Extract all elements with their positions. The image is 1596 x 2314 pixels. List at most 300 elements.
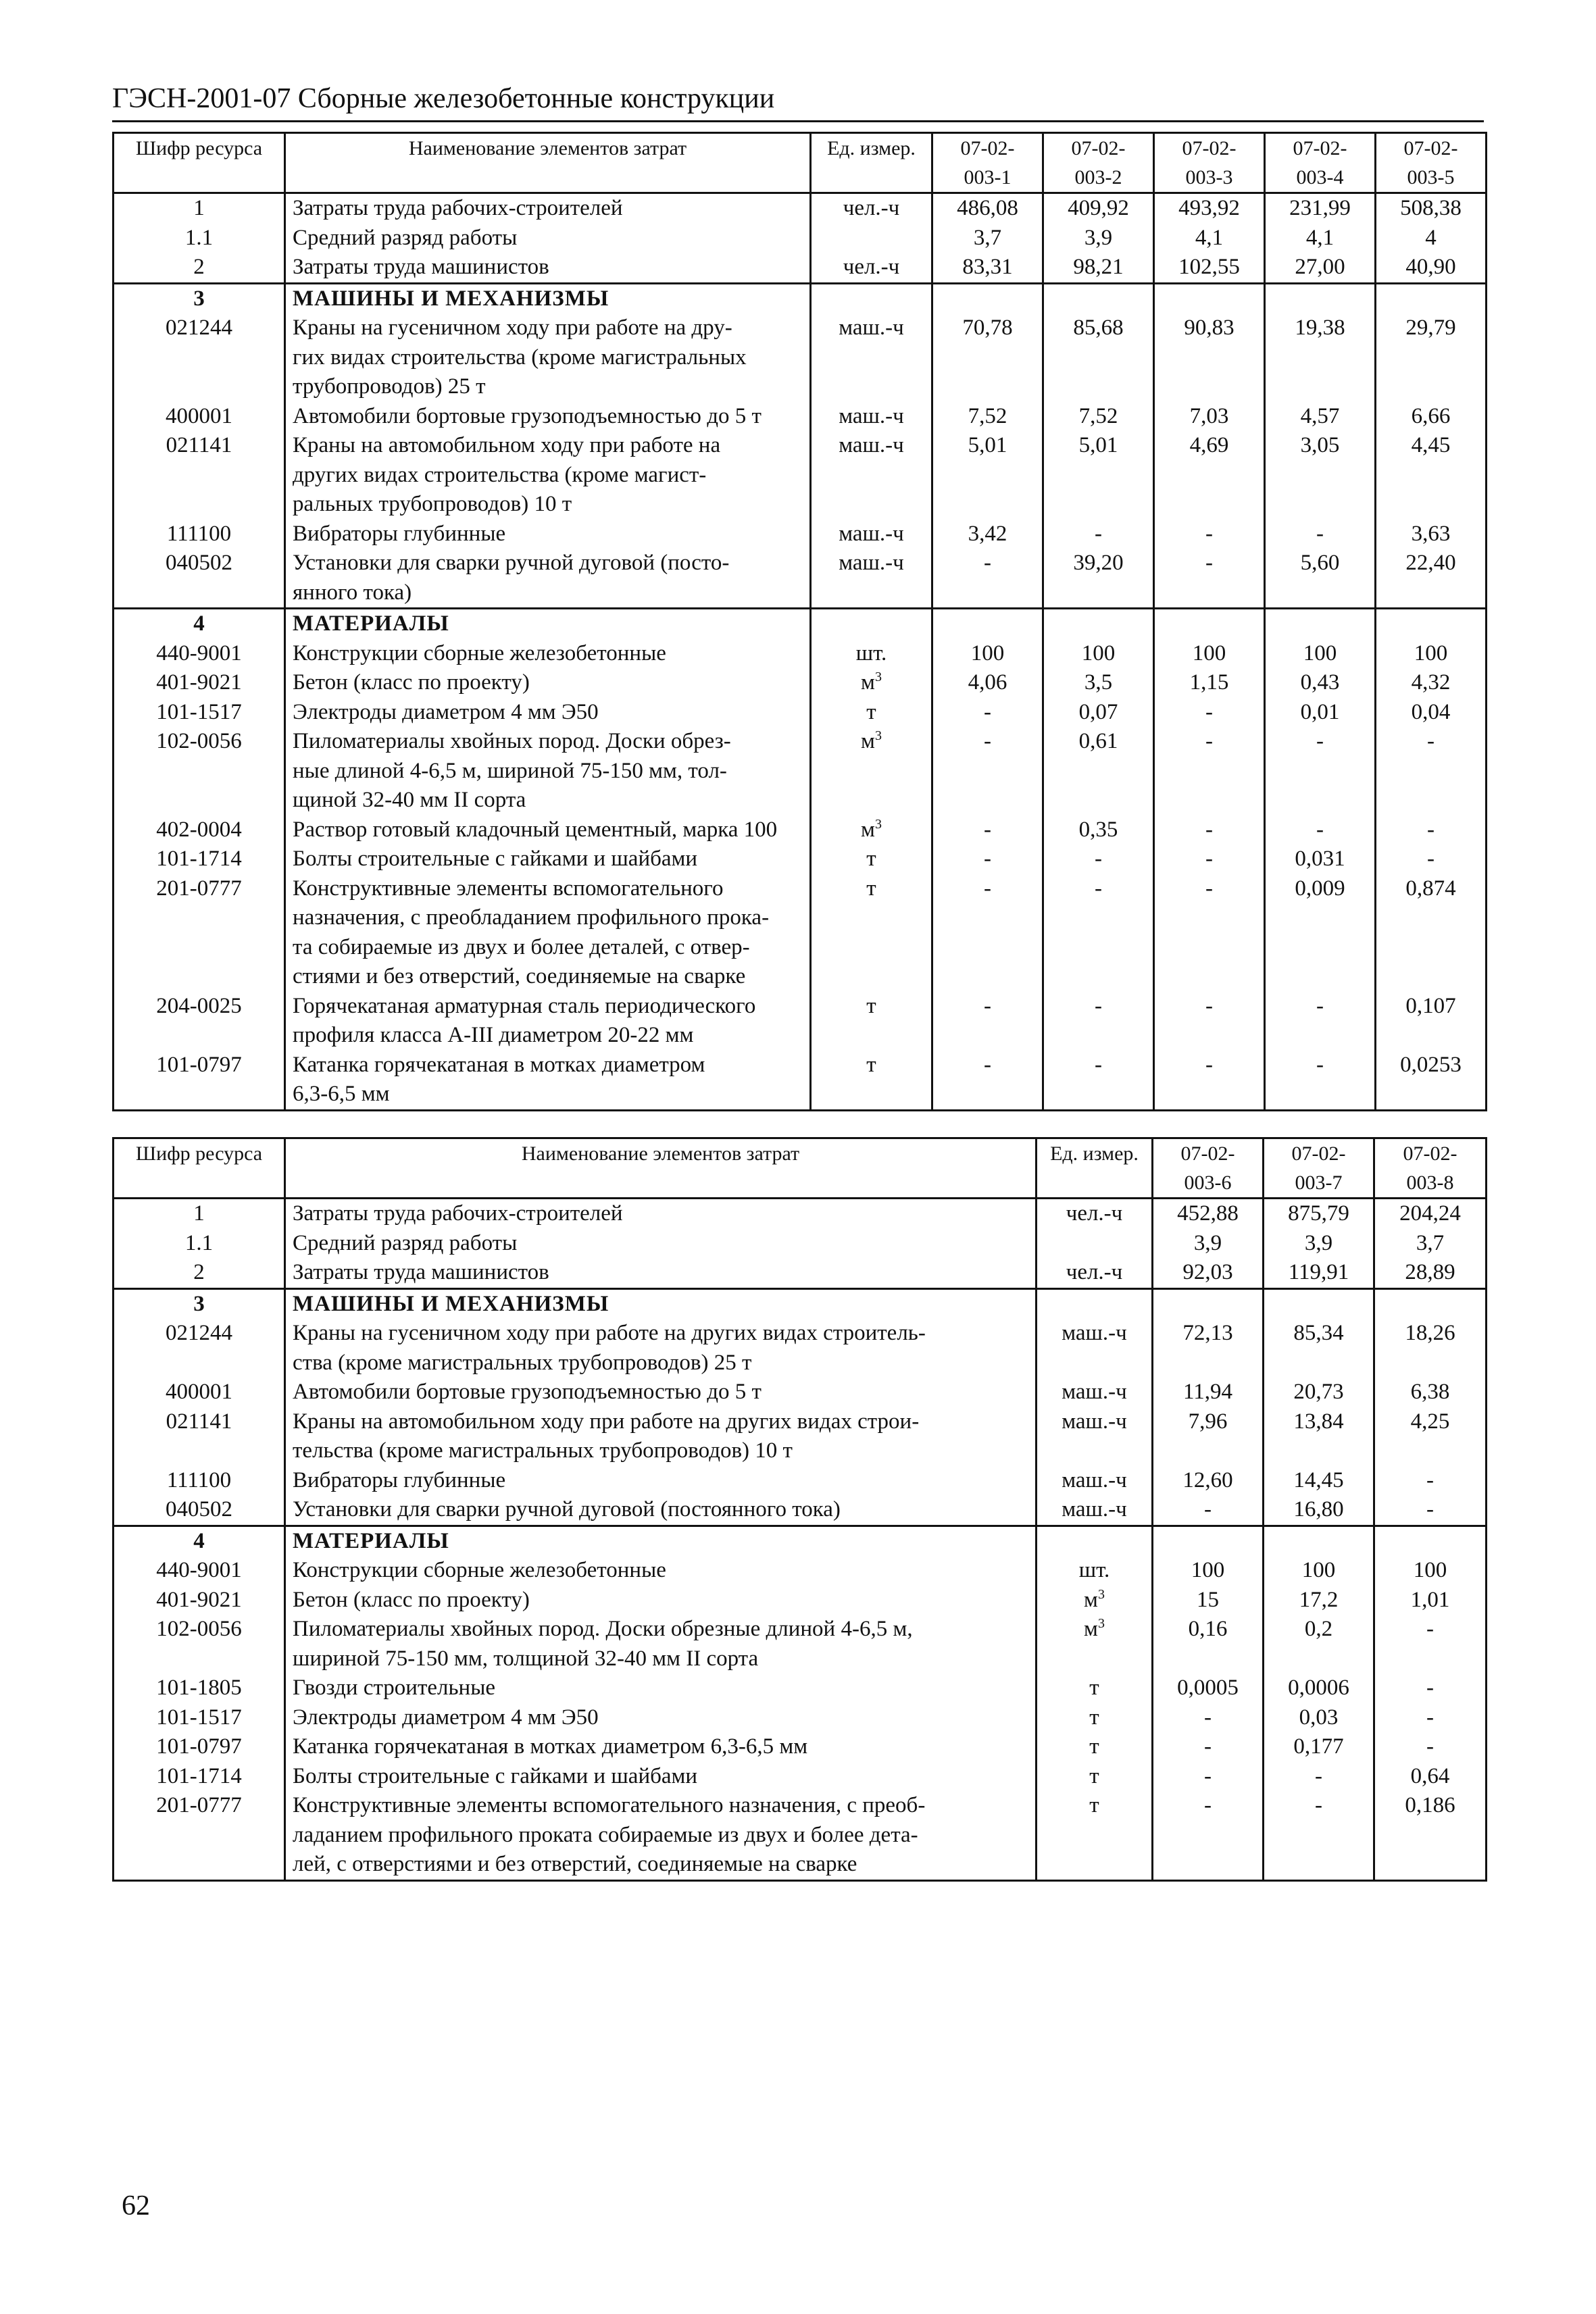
value-cell: 0,16 [1153,1615,1264,1674]
table-row [114,1051,1487,1111]
value-cell: - [1374,1466,1487,1496]
value-cell: 98,21 [1043,253,1154,283]
value-cell: 72,13 [1153,1319,1264,1378]
cost-item-name: Установки для сварки ручной дуговой (посто- янного тока) [285,549,811,609]
value-cell: - [932,549,1043,609]
value-cell: 4,06 [932,668,1043,698]
value-cell: 452,88 [1153,1199,1264,1229]
unit-cell [811,549,932,609]
value-cell: 3,05 [1265,431,1376,520]
unit-exponent: 3 [1097,1616,1105,1631]
value-cell: 100 [932,639,1043,669]
resource-code: 1 [114,1199,285,1229]
value-cell [1265,609,1376,639]
cost-item-name: Средний разряд работы [285,224,811,253]
value-cell [1376,283,1487,313]
unit: чел.-ч [843,255,900,279]
unit: маш.-ч [839,521,904,546]
resource-code: 101-1517 [114,1703,285,1733]
unit-exponent: 3 [874,670,882,684]
table-row [114,1615,1487,1674]
value-cell: 4,1 [1265,224,1376,253]
unit-cell [1037,1407,1153,1466]
unit-cell [1037,1615,1153,1674]
table-row [114,1466,1487,1496]
value-cell: 0,64 [1374,1762,1487,1792]
value-cell: 15 [1153,1586,1264,1615]
value-cell: 3,9 [1153,1229,1264,1259]
value-cell [1264,1526,1374,1556]
value-cell: - [1374,1732,1487,1762]
unit: чел.-ч [843,196,900,220]
unit: чел.-ч [1066,1201,1123,1226]
value-cell: 3,7 [1374,1229,1487,1259]
unit: т [1089,1734,1099,1759]
resource-code: 3 [114,283,285,313]
cost-item-name: Катанка горячекатаная в мотках диаметром 6,3-6,5 мм [285,1051,811,1111]
header-col: 07-02- 003-4 [1265,133,1376,193]
value-cell [1264,1288,1374,1319]
value-cell: 486,08 [932,193,1043,224]
resource-code: 102-0056 [114,727,285,815]
table-row [114,1199,1487,1229]
unit-cell [1037,1762,1153,1792]
unit-cell [1037,1556,1153,1586]
cost-item-name: Конструктивные элементы вспомогательного назначения, с преоб- ладанием профильного проката собираемые из двух и более дета- лей, с отверстиями и без отверстий, соединяемые на сварке [285,1791,1037,1880]
cost-item-name: Краны на гусеничном ходу при работе на других видах строитель- ства (кроме магистральных трубопроводов) 25 т [285,1319,1037,1378]
unit-cell [1037,1791,1153,1880]
unit-cell [811,698,932,728]
unit-cell [811,431,932,520]
cost-item-name: Вибраторы глубинные [285,520,811,549]
value-cell: - [1264,1762,1374,1792]
resource-code: 101-1517 [114,698,285,728]
value-cell: - [1265,727,1376,815]
value-cell: - [1374,1674,1487,1703]
resource-code: 440-9001 [114,639,285,669]
unit-cell [1037,1586,1153,1615]
cost-item-name: Конструкции сборные железобетонные [285,1556,1037,1586]
resource-code: 201-0777 [114,874,285,992]
value-cell: - [1153,1762,1264,1792]
cost-item-name: Затраты труда рабочих-строителей [285,1199,1037,1229]
value-cell: - [1265,520,1376,549]
table-row [114,1762,1487,1792]
unit-cell [811,668,932,698]
value-cell: - [1264,1791,1374,1880]
value-cell: 3,63 [1376,520,1487,549]
unit-exponent: 3 [874,816,882,832]
value-cell: - [1154,727,1265,815]
header-unit: Ед. измер. [811,133,932,193]
value-cell: 100 [1376,639,1487,669]
value-cell: 3,5 [1043,668,1154,698]
unit-cell [811,313,932,402]
cost-item-name: Автомобили бортовые грузоподъемностью до 5 т [285,402,811,432]
value-cell: 5,01 [932,431,1043,520]
unit-cell [1037,1495,1153,1526]
value-cell: - [1153,1495,1264,1526]
value-cell: - [932,992,1043,1051]
value-cell: - [1153,1732,1264,1762]
header-col: 07-02- 003-5 [1376,133,1487,193]
unit: шт. [855,640,887,665]
value-cell: 4,25 [1374,1407,1487,1466]
header-name: Наименование элементов затрат [285,1138,1037,1199]
table-row [114,698,1487,728]
section-row [114,1288,1487,1319]
resource-code: 021244 [114,1319,285,1378]
table-body [114,1199,1487,1881]
cost-item-name: Пиломатериалы хвойных пород. Доски обрезные длиной 4-6,5 м, шириной 75-150 мм, толщиной 32-40 мм II сорта [285,1615,1037,1674]
unit-cell [811,639,932,669]
table-row [114,1732,1487,1762]
section-title: МАШИНЫ И МЕХАНИЗМЫ [285,283,811,313]
table-header-row [114,133,1487,193]
cost-item-name: Установки для сварки ручной дуговой (постоянного тока) [285,1495,1037,1526]
resource-code: 401-9021 [114,1586,285,1615]
table-row [114,727,1487,815]
header-col: 07-02- 003-3 [1154,133,1265,193]
unit: м [861,729,875,753]
value-cell: 28,89 [1374,1258,1487,1288]
value-cell: 40,90 [1376,253,1487,283]
resource-code: 2 [114,1258,285,1288]
value-cell [932,609,1043,639]
unit-cell [1037,1526,1153,1556]
unit: м [1084,1617,1098,1641]
value-cell: 11,94 [1153,1378,1264,1407]
value-cell [1154,283,1265,313]
header-col: 07-02- 003-6 [1153,1138,1264,1199]
unit-cell [1037,1288,1153,1319]
unit: маш.-ч [839,551,904,575]
value-cell: 0,03 [1264,1703,1374,1733]
resource-code: 440-9001 [114,1556,285,1586]
value-cell: 4,1 [1154,224,1265,253]
value-cell: 231,99 [1265,193,1376,224]
value-cell [1043,283,1154,313]
unit-cell [811,253,932,283]
unit-cell [1037,1229,1153,1259]
resource-code: 400001 [114,402,285,432]
table-row [114,815,1487,845]
cost-item-name: Пиломатериалы хвойных пород. Доски обрез- ные длиной 4-6,5 м, шириной 75-150 мм, тол- щиной 32-40 мм II сорта [285,727,811,815]
cost-item-name: Средний разряд работы [285,1229,1037,1259]
value-cell: - [1154,815,1265,845]
value-cell: - [1154,992,1265,1051]
unit-cell [811,992,932,1051]
value-cell: 85,34 [1264,1319,1374,1378]
table-row [114,1378,1487,1407]
table-row [114,1495,1487,1526]
value-cell: - [1043,1051,1154,1111]
value-cell: 19,38 [1265,313,1376,402]
value-cell: 3,9 [1264,1229,1374,1259]
value-cell: 5,60 [1265,549,1376,609]
unit-cell [1037,1466,1153,1496]
unit-cell [811,402,932,432]
unit: маш.-ч [839,316,904,340]
value-cell: 4,32 [1376,668,1487,698]
value-cell: - [1376,727,1487,815]
value-cell: - [932,698,1043,728]
unit: т [866,847,876,871]
value-cell: 83,31 [932,253,1043,283]
value-cell: 508,38 [1376,193,1487,224]
value-cell: - [1153,1791,1264,1880]
header-col: 07-02- 003-8 [1374,1138,1487,1199]
resource-code: 3 [114,1288,285,1319]
unit: т [866,876,876,901]
cost-item-name: Бетон (класс по проекту) [285,668,811,698]
unit: т [1089,1676,1099,1700]
value-cell: - [1374,1703,1487,1733]
resource-code: 101-0797 [114,1732,285,1762]
unit-cell [1037,1378,1153,1407]
document-title: ГЭСН-2001-07 Сборные железобетонные конструкции [112,83,775,114]
cost-item-name: Конструктивные элементы вспомогательного назначения, с преобладанием профильного прока- та собираемые из двух и более деталей, с отвер- стиями и без отверстий, соединяемые на сварке [285,874,811,992]
value-cell: 0,177 [1264,1732,1374,1762]
value-cell: 18,26 [1374,1319,1487,1378]
resource-code: 400001 [114,1378,285,1407]
resource-code: 204-0025 [114,992,285,1051]
value-cell: - [1265,1051,1376,1111]
section-row [114,1526,1487,1556]
table-row [114,1258,1487,1288]
value-cell: 22,40 [1376,549,1487,609]
value-cell: 0,031 [1265,845,1376,874]
value-cell: 0,01 [1265,698,1376,728]
cost-item-name: Электроды диаметром 4 мм Э50 [285,698,811,728]
table-row [114,1703,1487,1733]
unit-cell [811,193,932,224]
table-row [114,431,1487,520]
value-cell: 0,2 [1264,1615,1374,1674]
table-row [114,224,1487,253]
value-cell: 875,79 [1264,1199,1374,1229]
value-cell: 0,0005 [1153,1674,1264,1703]
value-cell [1374,1526,1487,1556]
value-cell: 20,73 [1264,1378,1374,1407]
page-header [112,80,1484,122]
value-cell: - [932,815,1043,845]
unit: маш.-ч [1062,1380,1127,1404]
table-row [114,1586,1487,1615]
header-code: Шифр ресурса [114,1138,285,1199]
table-row [114,668,1487,698]
table-row [114,1407,1487,1466]
value-cell: 0,009 [1265,874,1376,992]
value-cell: - [1374,1615,1487,1674]
value-cell: 100 [1265,639,1376,669]
value-cell: 6,66 [1376,402,1487,432]
section-row [114,609,1487,639]
header-col: 07-02- 003-2 [1043,133,1154,193]
resource-code: 021141 [114,431,285,520]
value-cell: 90,83 [1154,313,1265,402]
resource-code: 1.1 [114,224,285,253]
resource-table-1 [112,132,1487,1111]
value-cell: 0,107 [1376,992,1487,1051]
section-title: МАШИНЫ И МЕХАНИЗМЫ [285,1288,1037,1319]
unit: т [866,699,876,724]
resource-code: 021141 [114,1407,285,1466]
value-cell: 85,68 [1043,313,1154,402]
resource-code: 4 [114,1526,285,1556]
table-row [114,845,1487,874]
value-cell: 409,92 [1043,193,1154,224]
resource-code: 1.1 [114,1229,285,1259]
resource-code: 111100 [114,520,285,549]
page-number: 62 [122,2190,150,2221]
value-cell: 27,00 [1265,253,1376,283]
unit-cell [1037,1732,1153,1762]
value-cell: 4,57 [1265,402,1376,432]
value-cell [1153,1526,1264,1556]
cost-item-name: Раствор готовый кладочный цементный, марка 100 [285,815,811,845]
unit-cell [811,727,932,815]
value-cell: 3,42 [932,520,1043,549]
table-row [114,549,1487,609]
value-cell: - [1043,874,1154,992]
value-cell: 7,03 [1154,402,1265,432]
value-cell: 119,91 [1264,1258,1374,1288]
value-cell: 92,03 [1153,1258,1264,1288]
unit: м [1084,1587,1098,1612]
resource-code: 021244 [114,313,285,402]
value-cell: 29,79 [1376,313,1487,402]
header-col: 07-02- 003-1 [932,133,1043,193]
section-title: МАТЕРИАЛЫ [285,609,811,639]
value-cell: 7,52 [1043,402,1154,432]
value-cell: 0,35 [1043,815,1154,845]
resource-code: 040502 [114,549,285,609]
unit: т [1089,1705,1099,1730]
unit-cell [811,815,932,845]
resource-code: 101-1805 [114,1674,285,1703]
table-row [114,992,1487,1051]
value-cell: 204,24 [1374,1199,1487,1229]
value-cell: 5,01 [1043,431,1154,520]
value-cell: 100 [1154,639,1265,669]
cost-item-name: Краны на автомобильном ходу при работе на других видах строительства (кроме магист- ральных трубопроводов) 10 т [285,431,811,520]
value-cell: 4,69 [1154,431,1265,520]
table-row [114,1556,1487,1586]
unit: маш.-ч [1062,1321,1127,1345]
value-cell: - [1265,815,1376,845]
value-cell: 12,60 [1153,1466,1264,1496]
unit: т [1089,1793,1099,1817]
value-cell: 100 [1043,639,1154,669]
unit: т [1089,1763,1099,1788]
unit: т [866,993,876,1018]
value-cell: 0,04 [1376,698,1487,728]
value-cell: - [1154,874,1265,992]
resource-code: 201-0777 [114,1791,285,1880]
cost-item-name: Вибраторы глубинные [285,1466,1037,1496]
resource-code: 401-9021 [114,668,285,698]
value-cell: - [1043,845,1154,874]
value-cell: - [1154,845,1265,874]
value-cell: 1,01 [1374,1586,1487,1615]
unit-exponent: 3 [1097,1586,1105,1602]
resource-code: 101-1714 [114,1762,285,1792]
table-row [114,193,1487,224]
unit: чел.-ч [1066,1260,1123,1284]
unit-cell [811,845,932,874]
value-cell: 14,45 [1264,1466,1374,1496]
value-cell: 7,52 [932,402,1043,432]
table-row [114,1319,1487,1378]
table-row [114,520,1487,549]
cost-item-name: Затраты труда рабочих-строителей [285,193,811,224]
cost-item-name: Гвозди строительные [285,1674,1037,1703]
header-code: Шифр ресурса [114,133,285,193]
resource-table-2 [112,1137,1487,1882]
unit-cell [811,874,932,992]
value-cell: 6,38 [1374,1378,1487,1407]
unit-cell [811,224,932,253]
resource-code: 101-1714 [114,845,285,874]
table-row [114,1791,1487,1880]
table-header-row [114,1138,1487,1199]
value-cell: 4,45 [1376,431,1487,520]
value-cell: 0,874 [1376,874,1487,992]
value-cell: - [1374,1495,1487,1526]
cost-item-name: Электроды диаметром 4 мм Э50 [285,1703,1037,1733]
cost-item-name: Затраты труда машинистов [285,253,811,283]
unit: маш.-ч [1062,1497,1127,1521]
value-cell: - [1153,1703,1264,1733]
resource-code: 1 [114,193,285,224]
value-cell: - [932,1051,1043,1111]
unit-exponent: 3 [874,728,882,743]
unit: шт. [1078,1558,1110,1582]
unit-cell [1037,1703,1153,1733]
value-cell: - [1154,520,1265,549]
value-cell: 3,9 [1043,224,1154,253]
value-cell: 7,96 [1153,1407,1264,1466]
unit-cell [1037,1199,1153,1229]
table-row [114,1674,1487,1703]
value-cell: 39,20 [1043,549,1154,609]
resource-code: 111100 [114,1466,285,1496]
value-cell: 3,7 [932,224,1043,253]
resource-code: 4 [114,609,285,639]
resource-code: 040502 [114,1495,285,1526]
value-cell: - [932,727,1043,815]
value-cell: - [932,845,1043,874]
header-col: 07-02- 003-7 [1264,1138,1374,1199]
value-cell: 100 [1153,1556,1264,1586]
section-title: МАТЕРИАЛЫ [285,1526,1037,1556]
value-cell: 0,186 [1374,1791,1487,1880]
value-cell: 493,92 [1154,193,1265,224]
value-cell: 4 [1376,224,1487,253]
cost-item-name: Краны на гусеничном ходу при работе на дру- гих видах строительства (кроме магистральных трубопроводов) 25 т [285,313,811,402]
value-cell [1043,609,1154,639]
unit: маш.-ч [1062,1409,1127,1434]
unit-cell [1037,1674,1153,1703]
unit-cell [1037,1258,1153,1288]
cost-item-name: Автомобили бортовые грузоподъемностью до 5 т [285,1378,1037,1407]
unit: маш.-ч [1062,1467,1127,1492]
unit: м [861,670,875,695]
unit: м [861,817,875,842]
resource-code: 102-0056 [114,1615,285,1674]
value-cell: 100 [1264,1556,1374,1586]
